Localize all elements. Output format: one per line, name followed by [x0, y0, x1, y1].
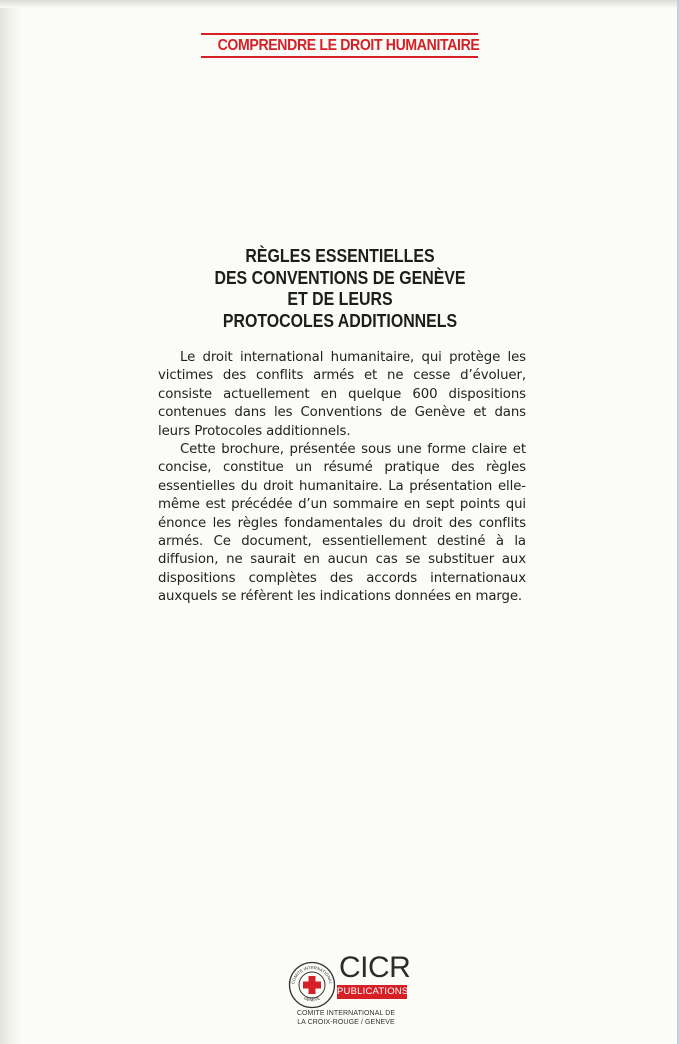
series-bottom-rule	[201, 56, 478, 58]
body-text	[158, 349, 526, 607]
publisher-name-line: LA CROIX-ROUGE / GENEVE	[297, 1019, 395, 1026]
publisher-acronym: CICR	[339, 951, 411, 984]
publisher-logo	[286, 951, 426, 1032]
body-paragraph: Le droit international humanitaire, qui protège les victimes des conflits armés et ne cesse d’évoluer, consiste actuellement en quelque 600 dispositions contenues dans les Conventions de Genève et dans leurs Protocoles additionnels.	[158, 350, 526, 439]
red-cross-emblem-icon	[288, 961, 336, 1009]
page-top-shadow	[0, 0, 679, 8]
emblem-text: GENEVE	[303, 995, 321, 1003]
page-edge-shadow	[0, 0, 22, 1044]
title-line: DES CONVENTIONS DE GENÈVE	[214, 266, 466, 288]
series-title: COMPRENDRE LE DROIT HUMANITAIRE	[217, 37, 480, 54]
series-header	[201, 33, 478, 58]
emblem-text: COMITE INTERNATIONAL	[290, 964, 334, 985]
publisher-name-line: COMITE INTERNATIONAL DE	[296, 1010, 396, 1017]
publisher-name	[286, 1009, 406, 1027]
publications-badge: PUBLICATIONS	[337, 986, 409, 997]
title-line: RÈGLES ESSENTIELLES	[245, 245, 435, 266]
title-line: PROTOCOLES ADDITIONNELS	[222, 309, 458, 331]
document-title	[120, 245, 560, 331]
title-line: ET DE LEURS	[287, 288, 393, 309]
body-paragraph: Cette brochure, présentée sous une forme claire et concise, constitue un résumé pratique des règles essentielles du droit humanitaire. La présentation elle-même est précédée d’un sommaire en sept points qui énonce les règles fondamentales du droit des conflits armés. Ce document, essentiellement destiné à la diffusion, ne saurait en aucun cas se substituer aux dispositions complètes des accords internationaux auxquels se réfèrent les indications données en marge.	[158, 442, 526, 605]
